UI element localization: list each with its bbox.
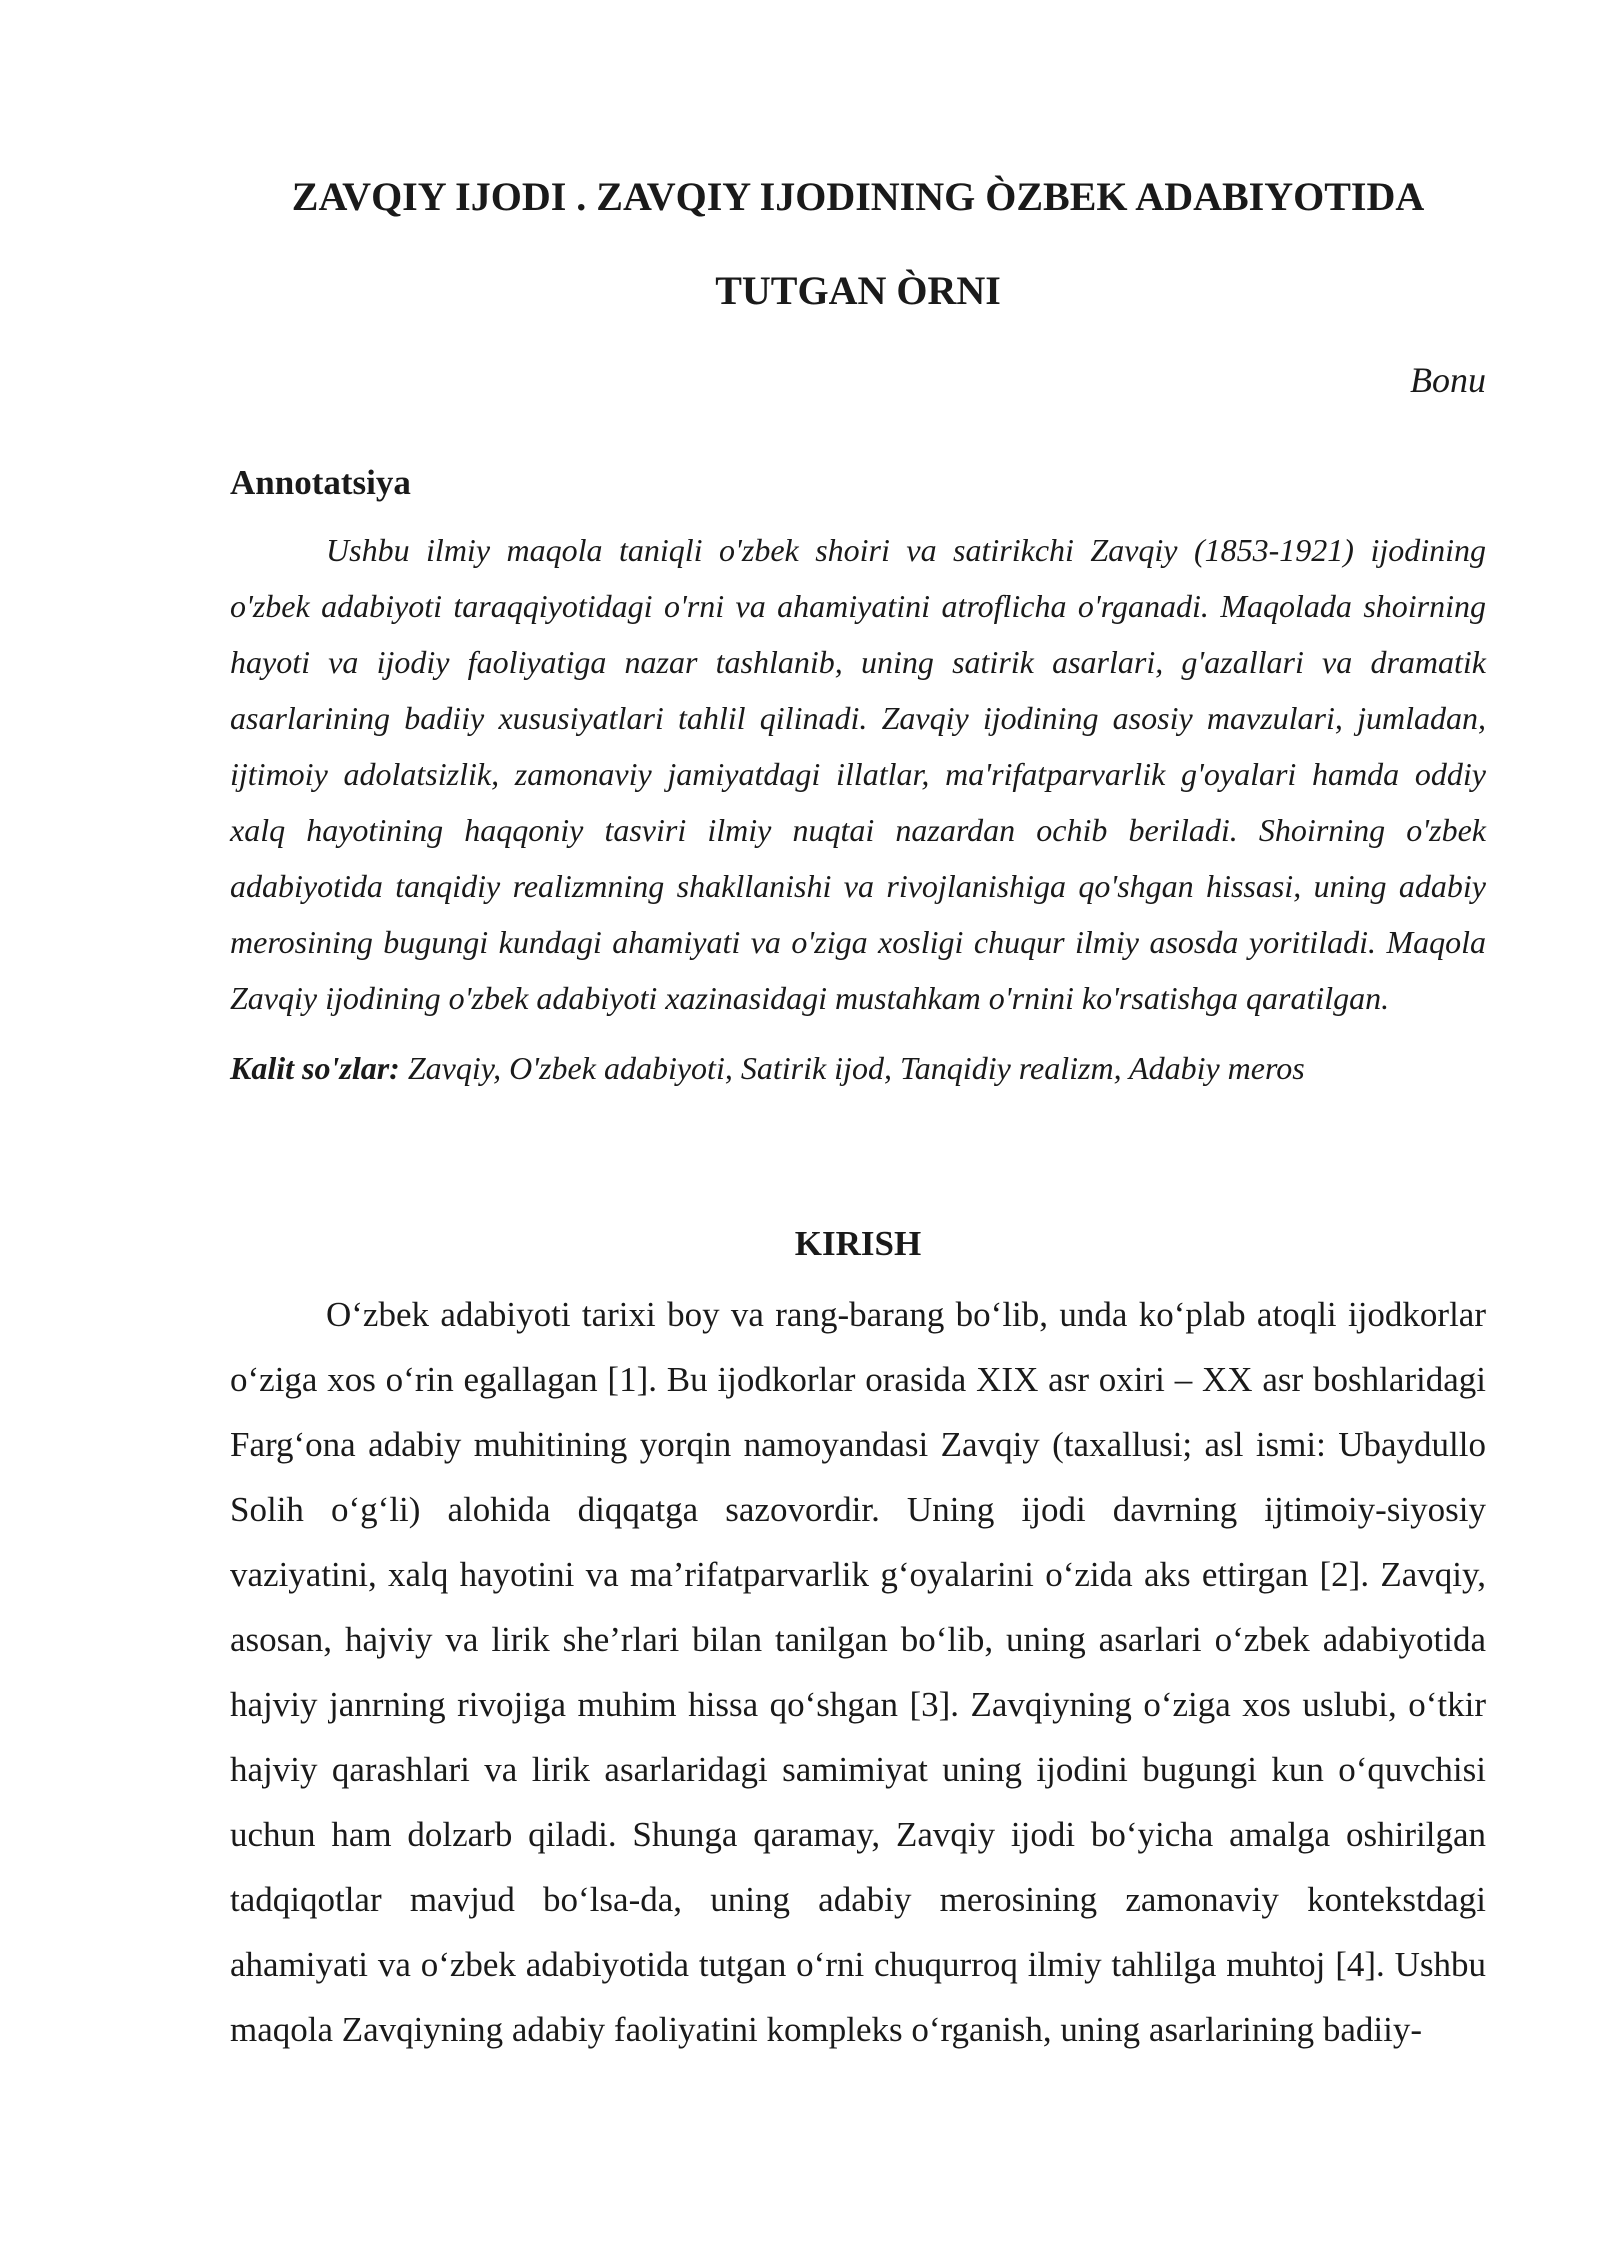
annotation-heading: Annotatsiya (230, 463, 411, 502)
intro-paragraph: O‘zbek adabiyoti tarixi boy va rang-barang bo‘lib, unda ko‘plab atoqli ijodkorlar o‘ziga xos o‘rin egallagan [1]. Bu ijodkorlar orasida XIX asr oxiri – XX asr boshlaridagi Farg‘ona adabiy muhitining yorqin namoyandasi Zavqiy (taxallusi; asl ismi: Ubaydullo Solih o‘g‘li) alohida diqqatga sazovordir. Uning ijodi davrning ijtimoiy-siyosiy vaziyatini, xalq hayotini va ma’rifatparvarlik g‘oyalarini o‘zida aks ettirgan [2]. Zavqiy, asosan, hajviy va lirik she’rlari bilan tanilgan bo‘lib, uning asarlari o‘zbek adabiyotida hajviy janrning rivojiga muhim hissa qo‘shgan [3]. Zavqiyning o‘ziga xos uslubi, o‘tkir hajviy qarashlari va lirik asarlaridagi samimiyat uning ijodini bugungi kun o‘quvchisi uchun ham dolzarb qiladi. Shunga qaramay, Zavqiy ijodi bo‘yicha amalga oshirilgan tadqiqotlar mavjud bo‘lsa-da, uning adabiy merosining zamonaviy kontekstdagi ahamiyati va o‘zbek adabiyotida tutgan o‘rni chuqurroq ilmiy tahlilga muhtoj [4]. Ushbu maqola Zavqiyning adabiy faoliyatini kompleks o‘rganish, uning asarlarining badiiy- (230, 1295, 1486, 2049)
author-name: Bonu (1410, 360, 1486, 400)
keywords-list: Zavqiy, O'zbek adabiyoti, Satirik ijod, Tanqidiy realizm, Adabiy meros (407, 1050, 1305, 1086)
section-heading-introduction: KIRISH (794, 1224, 922, 1263)
abstract-paragraph: Ushbu ilmiy maqola taniqli o'zbek shoiri va satirikchi Zavqiy (1853-1921) ijodining o'zbek adabiyoti taraqqiyotidagi o'rni va ahamiyatini atroflicha o'rganadi. Maqolada shoirning hayoti va ijodiy faoliyatiga nazar tashlanib, uning satirik asarlari, g'azallari va dramatik asarlarining badiiy xususiyatlari tahlil qilinadi. Zavqiy ijodining asosiy mavzulari, jumladan, ijtimoiy adolatsizlik, zamonaviy jamiyatdagi illatlar, ma'rifatparvarlik g'oyalari hamda oddiy xalq hayotining haqqoniy tasviri ilmiy nuqtai nazardan ochib beriladi. Shoirning o'zbek adabiyotida tanqidiy realizmning shakllanishi va rivojlanishiga qo'shgan hissasi, uning adabiy merosining bugungi kundagi ahamiyati va o'ziga xosligi chuqur ilmiy asosda yoritiladi. Maqola Zavqiy ijodining o'zbek adabiyoti xazinasidagi mustahkam o'rnini ko'rsatishga qaratilgan. (230, 532, 1486, 1016)
keywords-line (230, 1040, 1486, 1096)
keywords-label: Kalit so'zlar: (230, 1050, 400, 1086)
paper-title: ZAVQIY IJODI . ZAVQIY IJODINING ÒZBEK ADABIYOTIDA TUTGAN ÒRNI (291, 174, 1425, 313)
paper-page (230, 0, 1486, 2062)
